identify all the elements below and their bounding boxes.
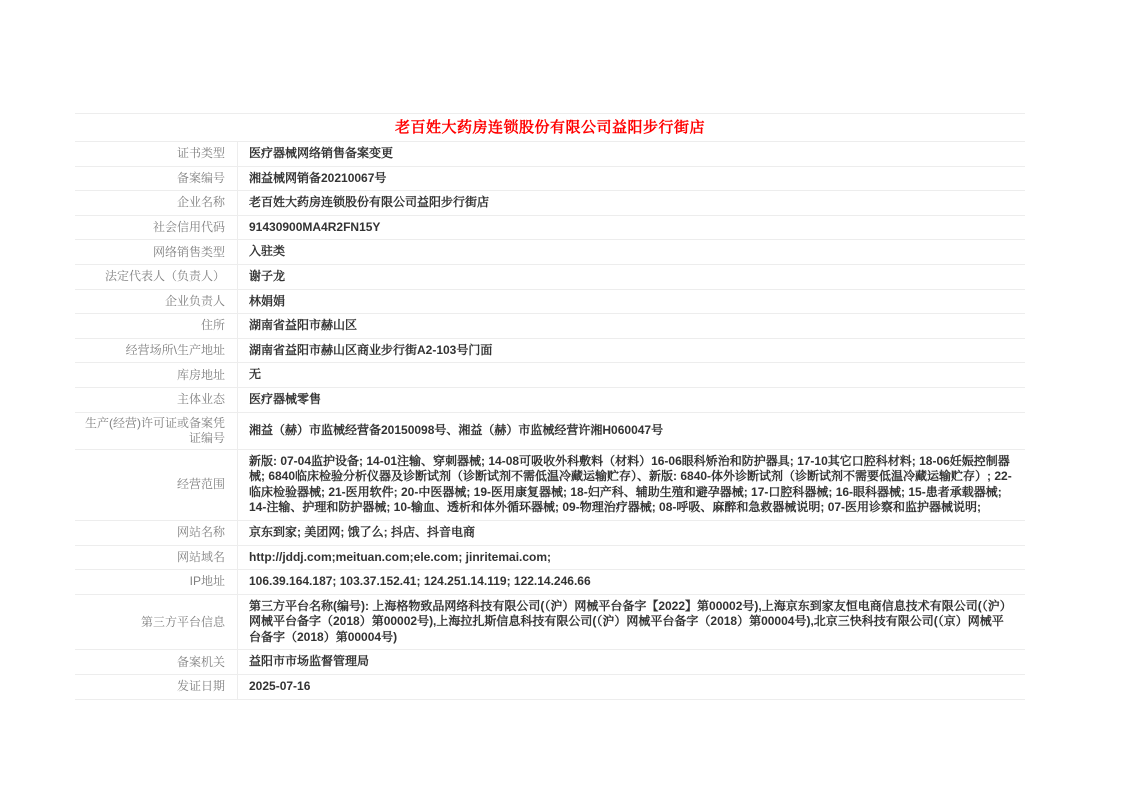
certificate-table <box>75 113 1025 700</box>
table-row <box>75 314 1025 339</box>
row-value: 第三方平台名称(编号): 上海格物致品网络科技有限公司(（沪）网械平台备字【2022】第00002号),上海京东到家友恒电商信息技术有限公司(（沪）网械平台备字（2018）第00002号),上海拉扎斯信息科技有限公司(（沪）网械平台备字（2018）第00004号),北京三快科技有限公司(（京）网械平台备字（2018）第00004号) <box>249 598 1012 644</box>
row-label: 库房地址 <box>75 363 238 387</box>
row-value: 谢子龙 <box>249 268 286 283</box>
row-label: 住所 <box>75 314 238 338</box>
row-value: 林娟娟 <box>249 293 286 308</box>
table-row <box>75 650 1025 675</box>
row-value: 106.39.164.187; 103.37.152.41; 124.251.14.119; 122.14.246.66 <box>249 574 591 589</box>
table-row <box>75 265 1025 290</box>
row-label: 网络销售类型 <box>75 240 238 264</box>
row-value: 老百姓大药房连锁股份有限公司益阳步行街店 <box>249 195 490 210</box>
table-row <box>75 142 1025 167</box>
row-label: 企业负责人 <box>75 290 238 314</box>
row-value: 91430900MA4R2FN15Y <box>249 219 381 234</box>
row-value: 新版: 07-04监护设备; 14-01注输、穿刺器械; 14-08可吸收外科敷料（材料）16-06眼科矫治和防护器具; 17-10其它口腔科材料; 18-06妊娠控制器械; 6840临床检验分析仪器及诊断试剂（诊断试剂不需低温冷藏运输贮存）、新版: 6840-体外诊断试剂（诊断试剂不需要低温冷藏运输贮存）; 22-临床检验器械; 21-医用软件; 20-中医器械; 19-医用康复器械; 18-妇产科、辅助生殖和避孕器械; 17-口腔科器械; 16-眼科器械; 15-患者承载器械; 14-注输、护理和防护器械; 10-输血、透析和体外循环器械; 09-物理治疗器械; 08-呼吸、麻醉和急救器械说明; 07-医用诊察和监护器械说明; <box>249 453 1012 515</box>
row-label: 主体业态 <box>75 388 238 412</box>
table-row <box>75 521 1025 546</box>
table-row <box>75 167 1025 192</box>
row-value: 医疗器械网络销售备案变更 <box>249 146 394 160</box>
table-body <box>75 142 1025 700</box>
row-label: 经营场所\生产地址 <box>75 339 238 363</box>
row-value: 湖南省益阳市赫山区 <box>249 318 358 333</box>
table-row <box>75 570 1025 595</box>
table-row <box>75 290 1025 315</box>
table-row <box>75 191 1025 216</box>
table-row <box>75 450 1025 521</box>
row-label: 法定代表人（负责人） <box>75 265 238 289</box>
row-value: 入驻类 <box>249 244 286 259</box>
table-row <box>75 675 1025 700</box>
page-title: 老百姓大药房连锁股份有限公司益阳步行街店 <box>75 114 1025 142</box>
row-value: 湘益械网销备20210067号 <box>249 170 387 185</box>
row-label: 网站域名 <box>75 546 238 570</box>
row-value: 京东到家; 美团网; 饿了么; 抖店、抖音电商 <box>249 524 475 539</box>
table-row <box>75 546 1025 571</box>
row-label: 生产(经营)许可证或备案凭证编号 <box>75 413 238 449</box>
row-value: 湖南省益阳市赫山区商业步行街A2-103号门面 <box>249 342 493 357</box>
row-value: 湘益（赫）市监械经营备20150098号、湘益（赫）市监械经营许湘H060047号 <box>249 422 664 437</box>
row-value: 2025-07-16 <box>249 679 311 694</box>
row-label: 发证日期 <box>75 675 238 699</box>
row-label: 企业名称 <box>75 191 238 215</box>
row-value: 无 <box>249 367 262 382</box>
row-value: http://jddj.com;meituan.com;ele.com; jinritemai.com; <box>249 549 552 564</box>
row-label: 第三方平台信息 <box>75 595 238 650</box>
row-label: 备案机关 <box>75 650 238 674</box>
table-row <box>75 413 1025 450</box>
row-label: IP地址 <box>75 570 238 594</box>
row-label: 社会信用代码 <box>75 216 238 240</box>
row-label: 备案编号 <box>75 167 238 191</box>
row-label: 经营范围 <box>75 450 238 520</box>
table-row <box>75 339 1025 364</box>
table-row <box>75 595 1025 651</box>
table-row <box>75 240 1025 265</box>
table-row <box>75 388 1025 413</box>
row-label: 证书类型 <box>75 142 238 166</box>
row-value: 医疗器械零售 <box>249 391 322 406</box>
row-value: 益阳市市场监督管理局 <box>249 654 370 669</box>
row-label: 网站名称 <box>75 521 238 545</box>
table-row <box>75 363 1025 388</box>
table-row <box>75 216 1025 241</box>
